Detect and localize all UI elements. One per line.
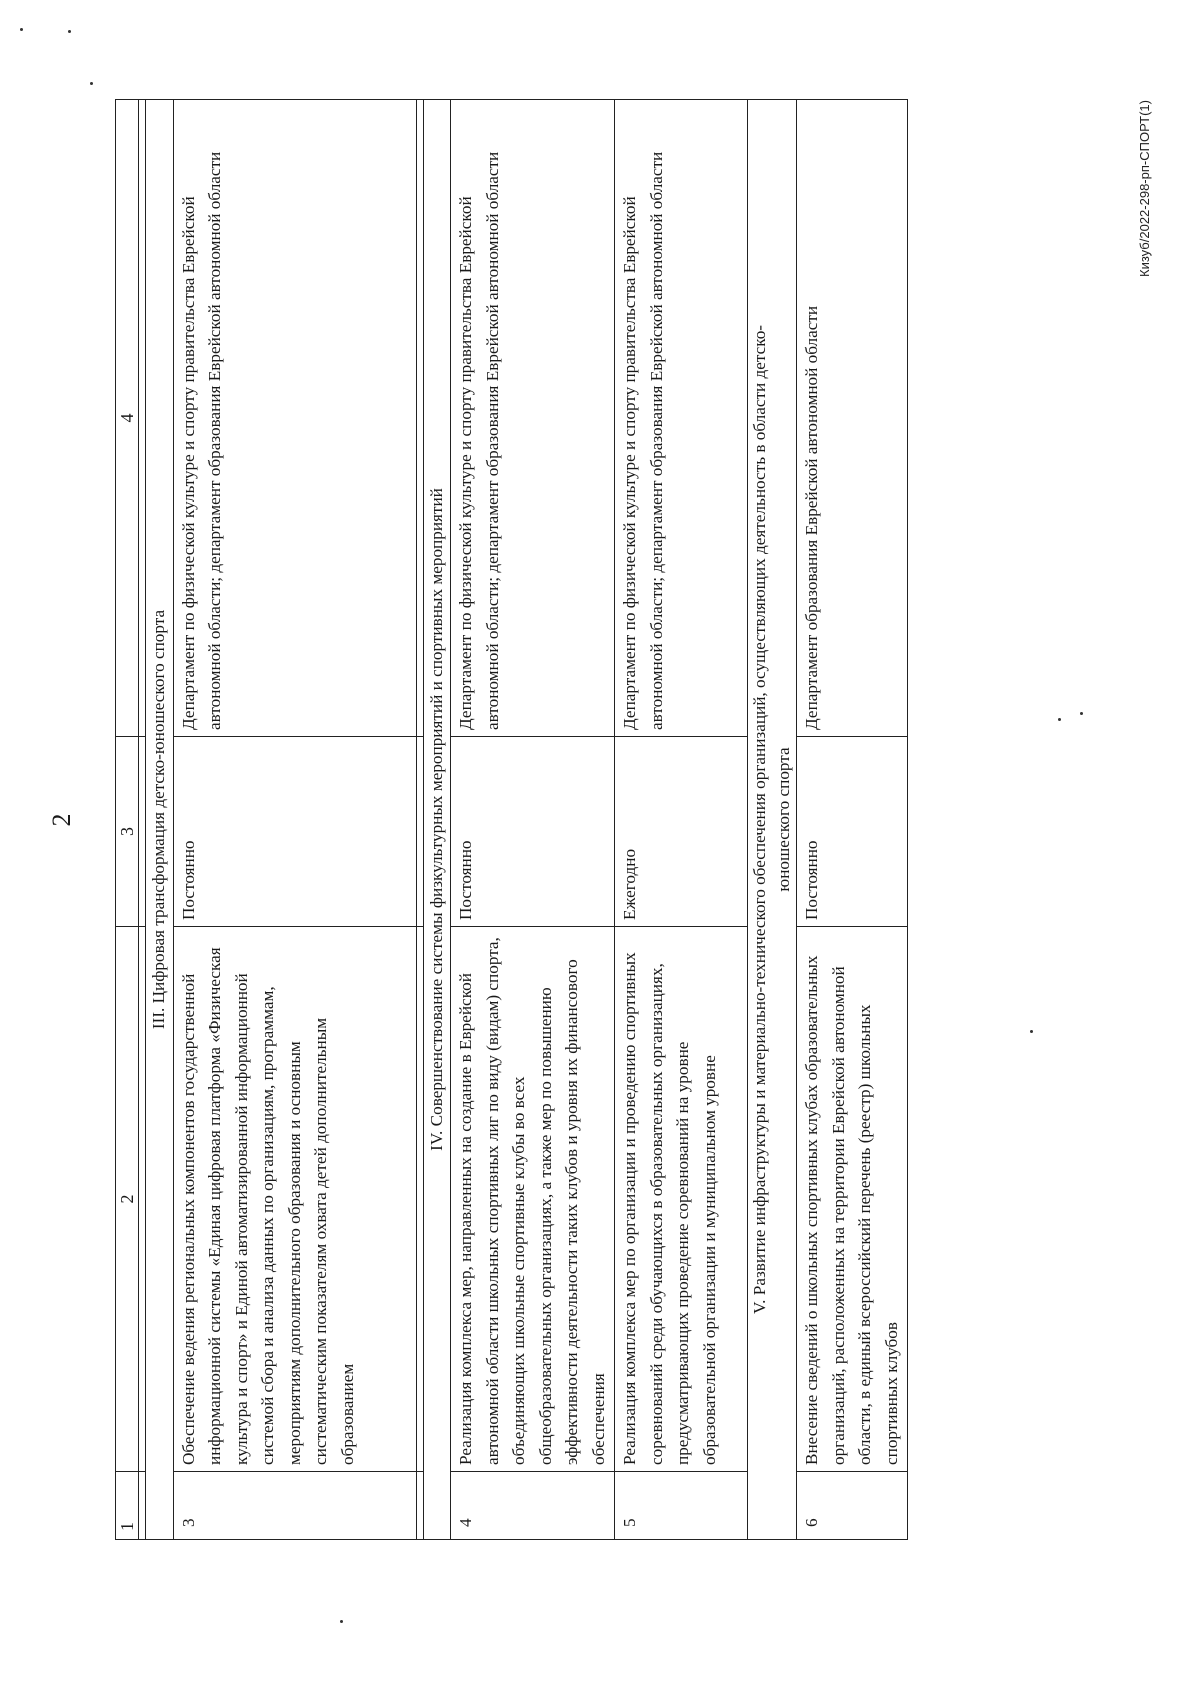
measure-text: Обеспечение ведения региональных компонентов государственной информационной системы «Единая цифровая платформа «Физическая культура и спорт» и Единой автоматизированной информационной системой сбора и анализа данных по организациям, программам, мероприятиям дополнительного образования и основным систематическим показателям охвата детей дополнительным образованием <box>173 927 416 1472</box>
row-number: 3 <box>173 1472 416 1540</box>
measure-text: Внесение сведений о школьных спортивных клубах образовательных организаций, расположенных на территории Еврейской автономной области, в единый всероссийский перечень (реестр) школьных спортивных клубов <box>797 927 908 1472</box>
section-title: IV. Совершенствование системы физкультурных мероприятий и спортивных мероприятий <box>423 100 451 1540</box>
row-number: 6 <box>797 1472 908 1540</box>
scan-speck <box>1058 718 1061 721</box>
spacer-row <box>416 100 423 1540</box>
section-row <box>146 100 174 1540</box>
measure-text: Реализация комплекса мер, направленных на создание в Еврейской автономной области школьных спортивных лиг по виду (видам) спорта, объединяющих школьные спортивные клубы во всех общеобразовательных организациях, а также мер по повышению эффективности деятельности таких клубов и уровня их финансового обеспечения <box>451 927 615 1472</box>
responsible-text: Департамент по физической культуре и спорту правительства Еврейской автономной области; департамент образования Еврейской автономной области <box>451 100 615 737</box>
section-row <box>748 100 797 1540</box>
responsible-text: Департамент по физической культуре и спорту правительства Еврейской автономной области; департамент образования Еврейской автономной области <box>173 100 416 737</box>
table-row <box>173 100 416 1540</box>
section-row <box>423 100 451 1540</box>
scan-speck <box>90 82 93 85</box>
table-row <box>451 100 615 1540</box>
document-code: Кизуб/2022-298-рп-СПОРТ(1) <box>1137 100 1152 277</box>
scan-speck <box>1080 712 1083 715</box>
header-cell: 3 <box>116 737 139 927</box>
measure-text: Реализация комплекса мер по организации и проведению спортивных соревнований среди обучающихся в образовательных организациях, предусматривающих проведение соревнований на уровне образовательной организации и муниципальном уровне <box>615 927 748 1472</box>
row-number: 5 <box>615 1472 748 1540</box>
header-cell: 4 <box>116 100 139 737</box>
header-cell: 2 <box>116 927 139 1472</box>
rotated-page <box>47 100 1152 1540</box>
term-text: Постоянно <box>797 737 908 927</box>
section-title: V. Развитие инфраструктуры и материально-технического обеспечения организаций, осуществляющих деятельность в области детско-юношеского спорта <box>748 100 797 1540</box>
term-text: Постоянно <box>173 737 416 927</box>
table-row <box>615 100 748 1540</box>
responsible-text: Департамент образования Еврейской автономной области <box>797 100 908 737</box>
row-number: 4 <box>451 1472 615 1540</box>
scan-speck <box>1030 1030 1033 1033</box>
scan-speck <box>340 1620 343 1623</box>
term-text: Ежегодно <box>615 737 748 927</box>
scan-speck <box>20 28 23 31</box>
header-cell: 1 <box>116 1472 139 1540</box>
measures-table <box>115 99 908 1540</box>
responsible-text: Департамент по физической культуре и спорту правительства Еврейской автономной области; департамент образования Еврейской автономной области <box>615 100 748 737</box>
spacer-row <box>139 100 146 1540</box>
term-text: Постоянно <box>451 737 615 927</box>
header-row <box>116 100 139 1540</box>
page-number: 2 <box>47 813 76 827</box>
section-title: III. Цифровая трансформация детско-юношеского спорта <box>146 100 174 1540</box>
table-row <box>797 100 908 1540</box>
scan-speck <box>68 30 71 33</box>
